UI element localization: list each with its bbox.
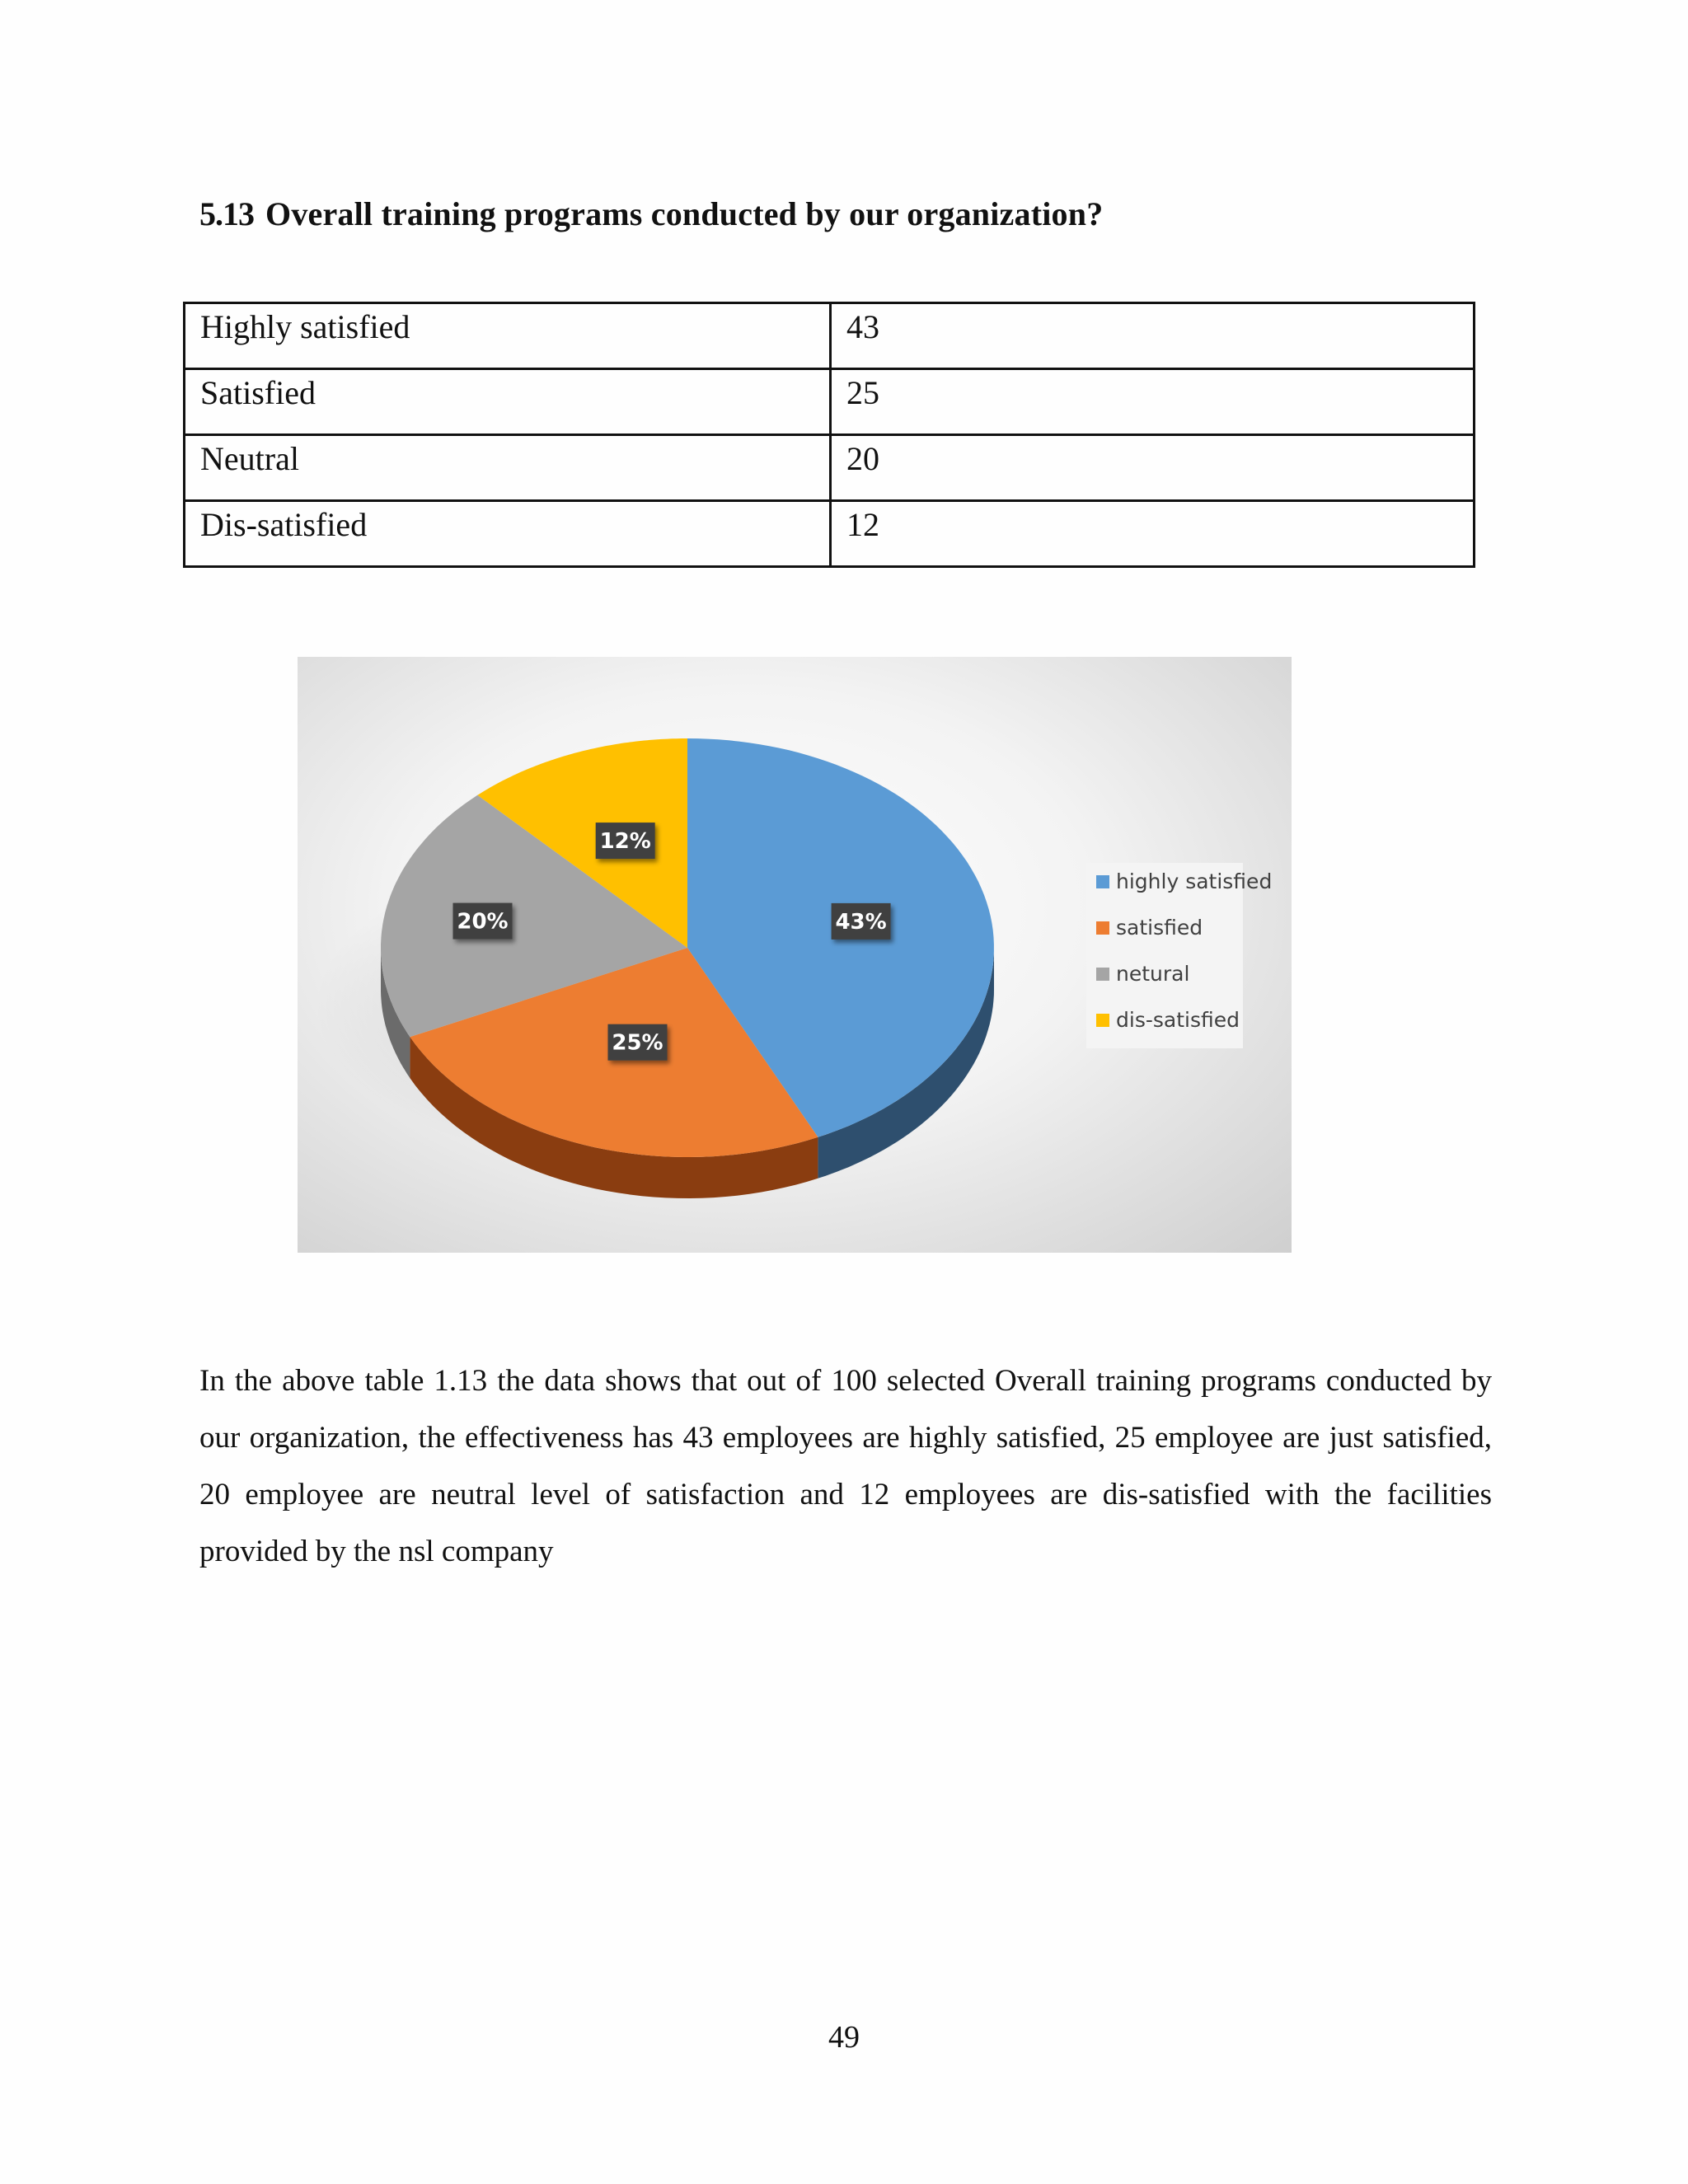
table-row <box>185 501 1475 567</box>
legend-swatch <box>1096 968 1109 981</box>
legend-swatch <box>1096 1014 1109 1027</box>
section-heading <box>199 194 1103 233</box>
table-cell-value: 20 <box>831 435 1475 501</box>
pie-data-label <box>453 903 513 940</box>
legend-item <box>1096 962 1189 986</box>
section-number: 5.13 <box>199 195 254 232</box>
pie-data-label-text: 25% <box>612 1030 663 1056</box>
legend-swatch <box>1096 875 1109 888</box>
legend-item <box>1096 1008 1240 1032</box>
pie-data-label <box>832 903 891 940</box>
chart-legend <box>1086 863 1273 1048</box>
pie-tops <box>381 738 994 1157</box>
table-cell-label: Satisfied <box>185 369 831 435</box>
table-cell-label: Neutral <box>185 435 831 501</box>
table-row <box>185 435 1475 501</box>
legend-label: dis-satisfied <box>1116 1008 1240 1032</box>
pie-chart <box>298 657 1292 1253</box>
table-cell-value: 43 <box>831 303 1475 369</box>
table-cell-value: 12 <box>831 501 1475 567</box>
table-cell-value: 25 <box>831 369 1475 435</box>
pie-data-label <box>608 1024 668 1061</box>
pie-data-label-text: 20% <box>457 909 509 935</box>
satisfaction-table <box>183 302 1475 568</box>
table-cell-label: Dis-satisfied <box>185 501 831 567</box>
legend-swatch <box>1096 921 1109 935</box>
legend-item <box>1096 916 1203 940</box>
page-number: 49 <box>828 2020 860 2055</box>
pie-data-label-text: 43% <box>835 909 887 935</box>
section-title: Overall training programs conducted by our organization? <box>265 195 1104 232</box>
legend-label: netural <box>1116 962 1190 986</box>
table-cell-label: Highly satisfied <box>185 303 831 369</box>
table-row <box>185 369 1475 435</box>
legend-label: highly satisfied <box>1116 869 1273 893</box>
table-row <box>185 303 1475 369</box>
pie-data-label <box>596 823 655 859</box>
pie-data-label-text: 12% <box>599 829 651 855</box>
legend-item <box>1096 869 1272 893</box>
legend-label: satisfied <box>1116 916 1203 940</box>
analysis-paragraph: In the above table 1.13 the data shows that out of 100 selected Overall training programs conducted by our organization, the effectiveness has 43 employees are highly satisfied, 25 employee are just satisfied, 20 employee are neutral level of satisfaction and 12 employees are dis-satisfied with the facilities provided by the nsl company <box>199 1364 1492 1568</box>
